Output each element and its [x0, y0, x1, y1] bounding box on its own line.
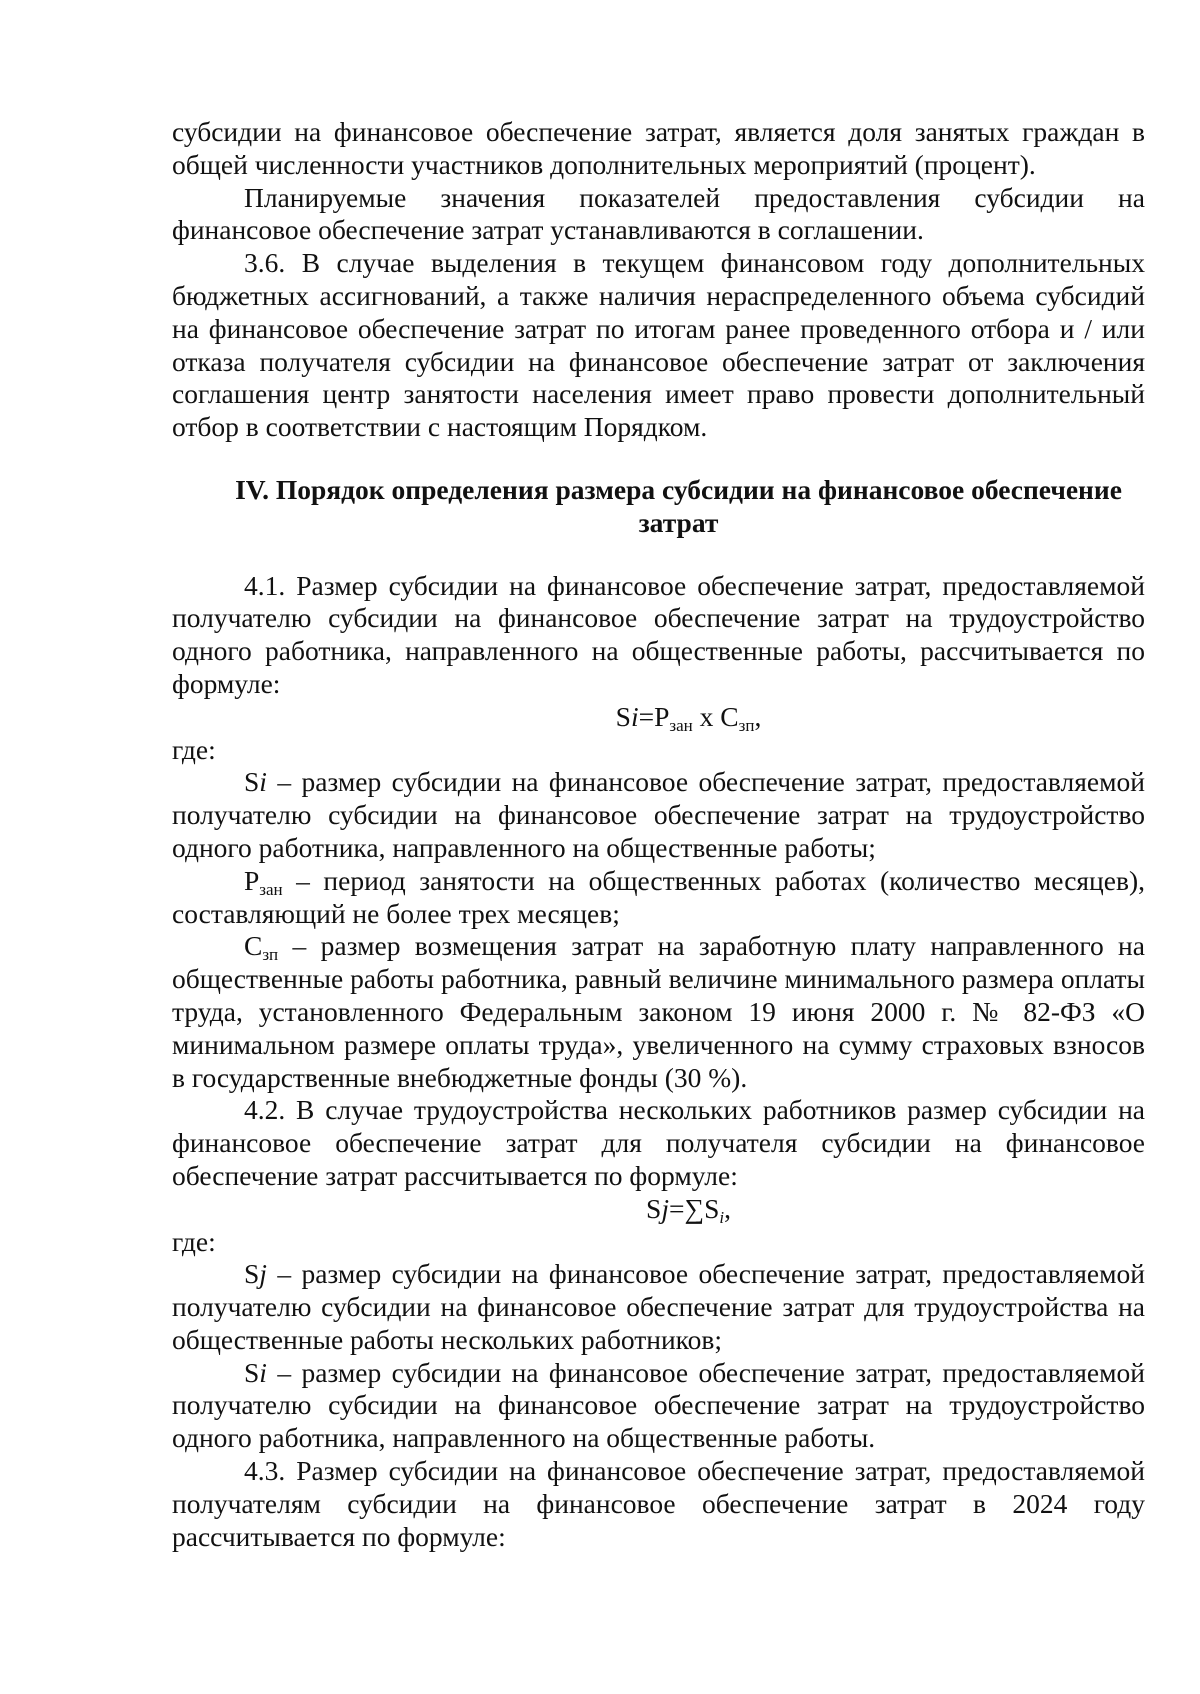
- where-label-2: где:: [172, 1225, 216, 1257]
- formula-sj: $Sj=\sum S_i$,: [646, 1192, 731, 1227]
- paragraph-4-1: 4.1. Размер субсидии на финансовое обеспечение затрат, предоставляемой получателю субсидии на финансовое обеспечение затрат на трудоустройство одного работника, направленного на общественные работы, рассчитывается по формуле:: [172, 569, 1145, 699]
- section-heading: IV. Порядок определения размера субсидии на финансовое обеспечение затрат: [235, 473, 1122, 538]
- formula-si: $Si=P_{зан}$ x $C_{зп}$,: [615, 700, 762, 735]
- paragraph-continuation: субсидии на финансовое обеспечение затрат, является доля занятых граждан в общей численности участников дополнительных мероприятий (процент).: [172, 116, 1145, 180]
- definition-sj: Sj – размер субсидии на финансовое обеспечение затрат, предоставляемой получателю субсидии на финансовое обеспечение затрат для трудоустройства на общественные работы нескольких работников;: [172, 1258, 1145, 1355]
- definition-czp: $C_{зп}$ – размер возмещения затрат на заработную плату направленного на общественные работы работника, равный величине минимального размера оплаты труда, установленного Федеральным законом 19 июня 2000 г. № 82-ФЗ «О минимальном размере оплаты труда», увеличенного на сумму страховых взносов в государственные внебюджетные фонды (30 %).: [172, 930, 1145, 1093]
- definition-pzan: $P_{зан}$ – период занятости на общественных работах (количество месяцев), составляющий не более трех месяцев;: [172, 864, 1145, 929]
- document-body: [172, 116, 1145, 1553]
- where-label-1: где:: [172, 733, 216, 765]
- definition-si: Si – размер субсидии на финансовое обеспечение затрат, предоставляемой получателю субсидии на финансовое обеспечение затрат на трудоустройство одного работника, направленного на общественные работы;: [172, 766, 1145, 863]
- definition-si-2: Si – размер субсидии на финансовое обеспечение затрат, предоставляемой получателю субсидии на финансовое обеспечение затрат на трудоустройство одного работника, направленного на общественные работы.: [172, 1356, 1145, 1454]
- paragraph-3-6: 3.6. В случае выделения в текущем финансовом году дополнительных бюджетных ассигнований, а также наличия нераспределенного объема субсидий на финансовое обеспечение затрат по итогам ранее проведенного отбора и / или отказа получателя субсидии на финансовое обеспечение затрат от заключения соглашения центр занятости населения имеет право провести дополнительный отбор в соответствии с настоящим Порядком.: [172, 247, 1145, 443]
- paragraph-planned-values: Планируемые значения показателей предоставления субсидии на финансовое обеспечение затрат устанавливаются в соглашении.: [172, 181, 1145, 246]
- paragraph-4-2: 4.2. В случае трудоустройства нескольких работников размер субсидии на финансовое обеспечение затрат для получателя субсидии на финансовое обеспечение затрат рассчитывается по формуле:: [172, 1094, 1145, 1191]
- paragraph-4-3: 4.3. Размер субсидии на финансовое обеспечение затрат, предоставляемой получателям субсидии на финансовое обеспечение затрат в 2024 году рассчитывается по формуле:: [172, 1455, 1145, 1552]
